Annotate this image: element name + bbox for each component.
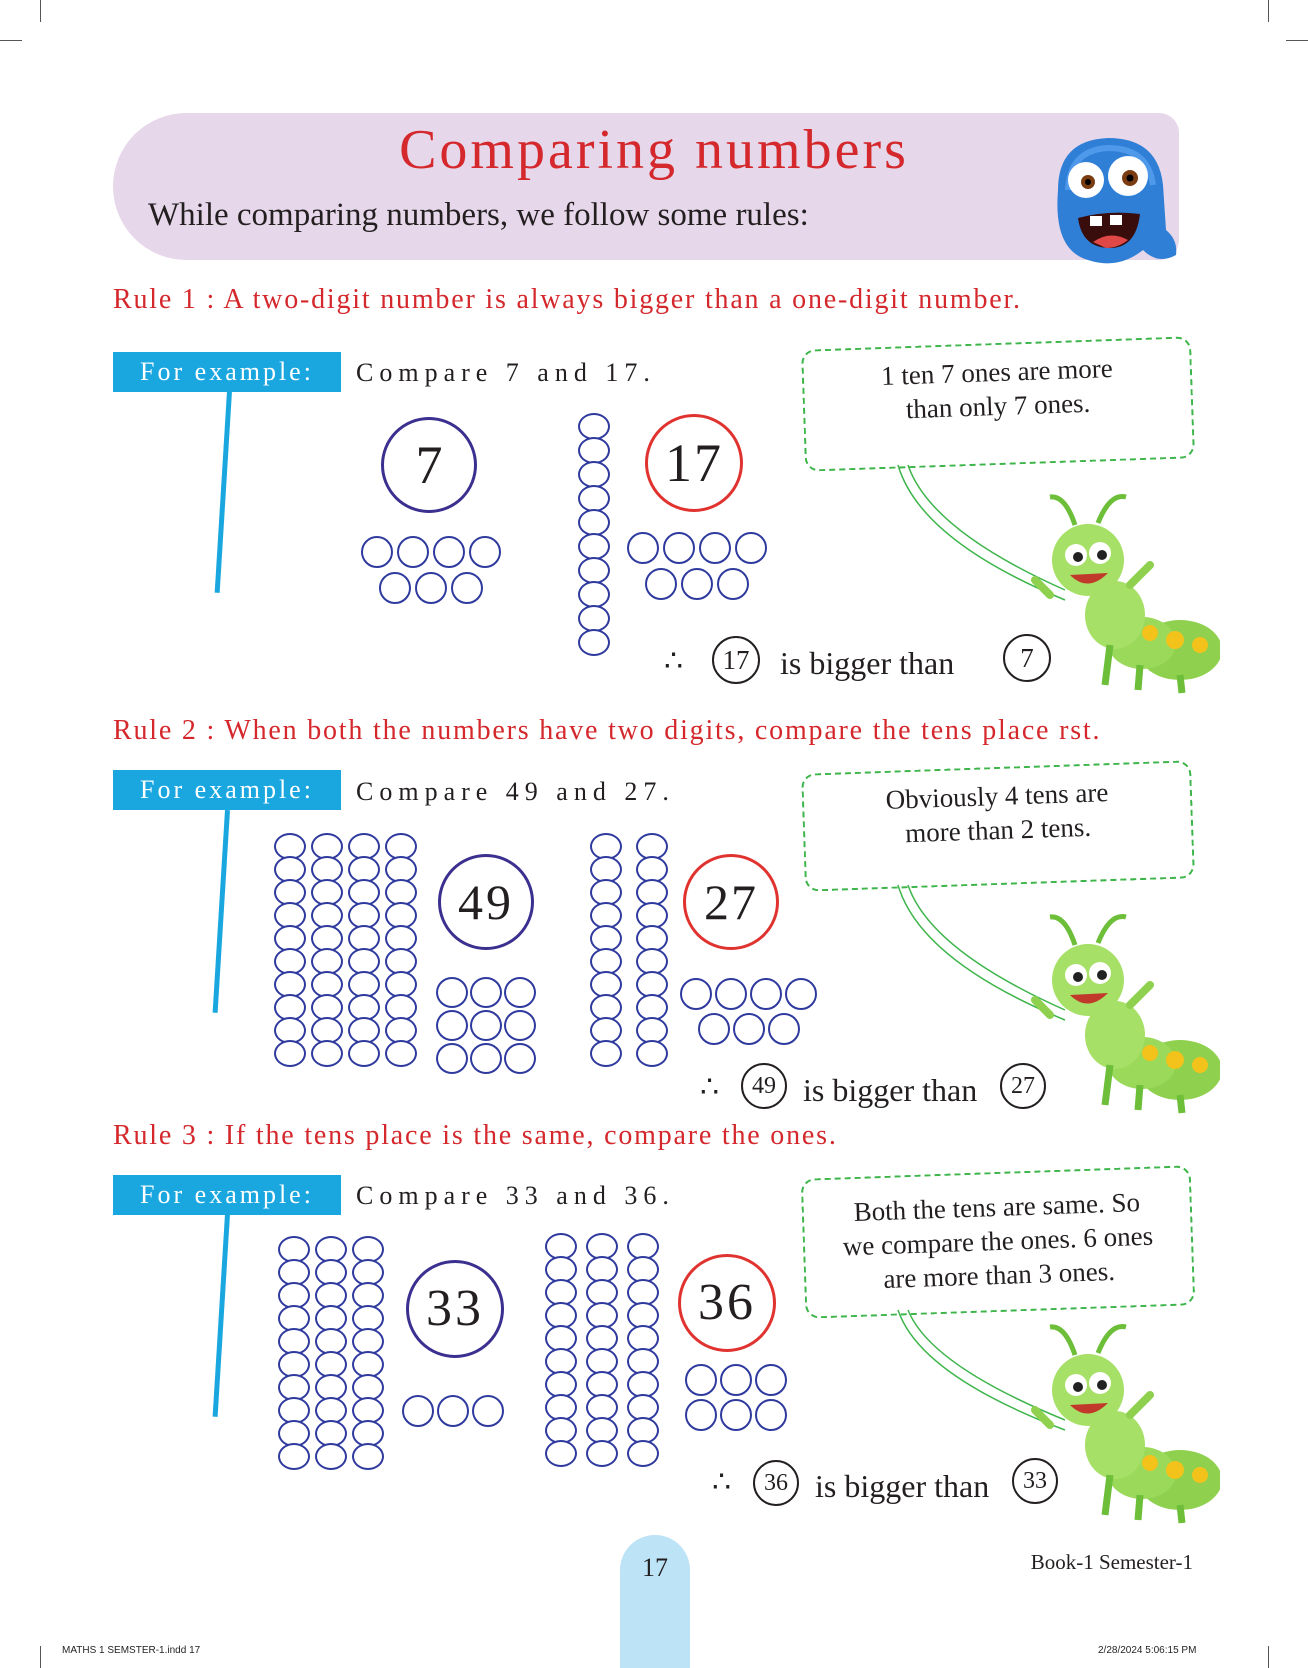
bead <box>578 461 610 488</box>
speech-bubble <box>801 1165 1196 1319</box>
bubble-line: than only 7 ones. <box>905 387 1091 425</box>
example-badge: For example: <box>113 1175 341 1215</box>
caterpillar-mascot-icon <box>890 460 1220 700</box>
crop-mark <box>1268 1646 1269 1668</box>
bead <box>578 557 610 584</box>
bead <box>361 536 393 568</box>
bead <box>720 1399 752 1431</box>
bubble-line: we compare the ones. 6 ones <box>842 1220 1154 1262</box>
beads-ones-left <box>361 536 501 606</box>
beads-tens-right <box>578 413 610 673</box>
bead <box>470 977 502 1008</box>
bead <box>352 1443 384 1470</box>
bead <box>415 572 447 604</box>
bead <box>578 533 610 560</box>
example-badge: For example: <box>113 352 341 392</box>
crop-mark <box>40 0 41 22</box>
number-circle-right: 17 <box>645 414 743 512</box>
conclusion-text: is bigger than <box>780 645 955 681</box>
rule-2-text: Rule 2 : When both the numbers have two digits, compare the tens place rst. <box>113 715 1102 746</box>
example-pointer-line <box>213 1214 230 1417</box>
bead <box>469 536 501 568</box>
bead <box>385 1040 417 1067</box>
number-circle-left: 33 <box>406 1260 504 1358</box>
bead <box>433 536 465 568</box>
caterpillar-mascot-icon <box>890 880 1220 1120</box>
bubble-line: Both the tens are same. So <box>853 1187 1141 1228</box>
bubble-line: 1 ten 7 ones are more <box>880 352 1114 392</box>
beads-ones-right <box>627 532 767 602</box>
conclusion-smaller: 27 <box>1000 1063 1046 1109</box>
bead <box>715 978 747 1010</box>
bead <box>379 572 411 604</box>
bead <box>685 1399 717 1431</box>
speech-bubble <box>801 336 1195 472</box>
conclusion-smaller: 33 <box>1012 1458 1058 1504</box>
number-circle-left: 49 <box>438 854 534 950</box>
beads-ones-left <box>402 1395 512 1429</box>
crop-mark <box>40 1646 41 1668</box>
bead <box>785 978 817 1010</box>
bead <box>681 568 713 600</box>
bead <box>402 1395 434 1427</box>
bead <box>750 978 782 1010</box>
beads-tens-right <box>545 1233 660 1493</box>
bead <box>311 1040 343 1067</box>
beads-ones-right <box>685 1364 789 1432</box>
bead <box>717 568 749 600</box>
bead <box>578 413 610 440</box>
bead <box>578 437 610 464</box>
crop-mark <box>0 40 22 41</box>
crop-mark <box>1268 0 1269 22</box>
rule-1-text: Rule 1 : A two-digit number is always bigger than a one-digit number. <box>113 284 1022 315</box>
bead <box>436 977 468 1008</box>
bubble-line: are more than 3 ones. <box>882 1255 1116 1295</box>
slug-right: 2/28/2024 5:06:15 PM <box>1098 1645 1197 1656</box>
therefore-symbol: ∴ <box>712 1465 732 1500</box>
conclusion-smaller: 7 <box>1003 634 1051 682</box>
page-title: Comparing numbers <box>399 119 909 181</box>
compare-text: Compare 49 and 27. <box>356 777 675 806</box>
bead <box>663 532 695 564</box>
caterpillar-mascot-icon <box>890 1305 1220 1535</box>
bead <box>504 1043 536 1074</box>
blue-monster-mascot-icon <box>1038 130 1188 274</box>
bead <box>436 1043 468 1074</box>
bead <box>636 1040 668 1067</box>
bead <box>755 1399 787 1431</box>
bead <box>436 1010 468 1041</box>
bead <box>733 1013 765 1045</box>
bead <box>735 532 767 564</box>
bubble-line: more than 2 tens. <box>904 811 1092 849</box>
bead <box>590 1040 622 1067</box>
beads-tens-left <box>278 1236 384 1494</box>
example-pointer-line <box>213 810 230 1013</box>
beads-ones-right <box>680 978 820 1048</box>
crop-mark <box>1286 40 1308 41</box>
page-subtitle: While comparing numbers, we follow some rules: <box>148 197 809 233</box>
conclusion-text: is bigger than <box>815 1468 990 1504</box>
bead <box>315 1443 347 1470</box>
bead <box>586 1440 618 1467</box>
bead <box>578 485 610 512</box>
bead <box>578 605 610 632</box>
beads-tens-left <box>274 833 419 1091</box>
beads-ones-left <box>436 977 538 1077</box>
bead <box>278 1443 310 1470</box>
conclusion-bigger: 17 <box>712 636 760 684</box>
bead <box>768 1013 800 1045</box>
bead <box>578 509 610 536</box>
bead <box>699 532 731 564</box>
conclusion-bigger: 49 <box>741 1063 787 1109</box>
conclusion-bigger: 36 <box>753 1460 799 1506</box>
bead <box>451 572 483 604</box>
bead <box>504 1010 536 1041</box>
bead <box>397 536 429 568</box>
example-pointer-line <box>215 391 232 593</box>
bead <box>472 1395 504 1427</box>
bead <box>627 532 659 564</box>
bead <box>578 581 610 608</box>
bead <box>348 1040 380 1067</box>
compare-text: Compare 33 and 36. <box>356 1181 675 1210</box>
bead <box>720 1364 752 1396</box>
page-number: 17 <box>620 1535 690 1668</box>
bead <box>698 1013 730 1045</box>
bead <box>645 568 677 600</box>
conclusion-text: is bigger than <box>803 1072 978 1108</box>
example-badge: For example: <box>113 770 341 810</box>
bead <box>685 1364 717 1396</box>
book-label: Book-1 Semester-1 <box>1030 1550 1193 1574</box>
bead <box>578 629 610 656</box>
bead <box>470 1010 502 1041</box>
slug-left: MATHS 1 SEMSTER-1.indd 17 <box>62 1645 201 1656</box>
number-circle-right: 27 <box>683 854 779 950</box>
bead <box>545 1440 577 1467</box>
therefore-symbol: ∴ <box>700 1070 720 1105</box>
number-circle-left: 7 <box>381 417 477 513</box>
compare-text: Compare 7 and 17. <box>356 358 656 387</box>
bead <box>680 978 712 1010</box>
number-circle-right: 36 <box>678 1254 776 1352</box>
bead <box>437 1395 469 1427</box>
bead <box>470 1043 502 1074</box>
bead <box>755 1364 787 1396</box>
bead <box>504 977 536 1008</box>
bead <box>627 1440 659 1467</box>
rule-3-text: Rule 3 : If the tens place is the same, compare the ones. <box>113 1120 838 1151</box>
bead <box>274 1040 306 1067</box>
bubble-line: Obviously 4 tens are <box>885 777 1109 815</box>
speech-bubble <box>801 760 1195 892</box>
therefore-symbol: ∴ <box>664 644 684 679</box>
beads-tens-right <box>590 833 670 1091</box>
